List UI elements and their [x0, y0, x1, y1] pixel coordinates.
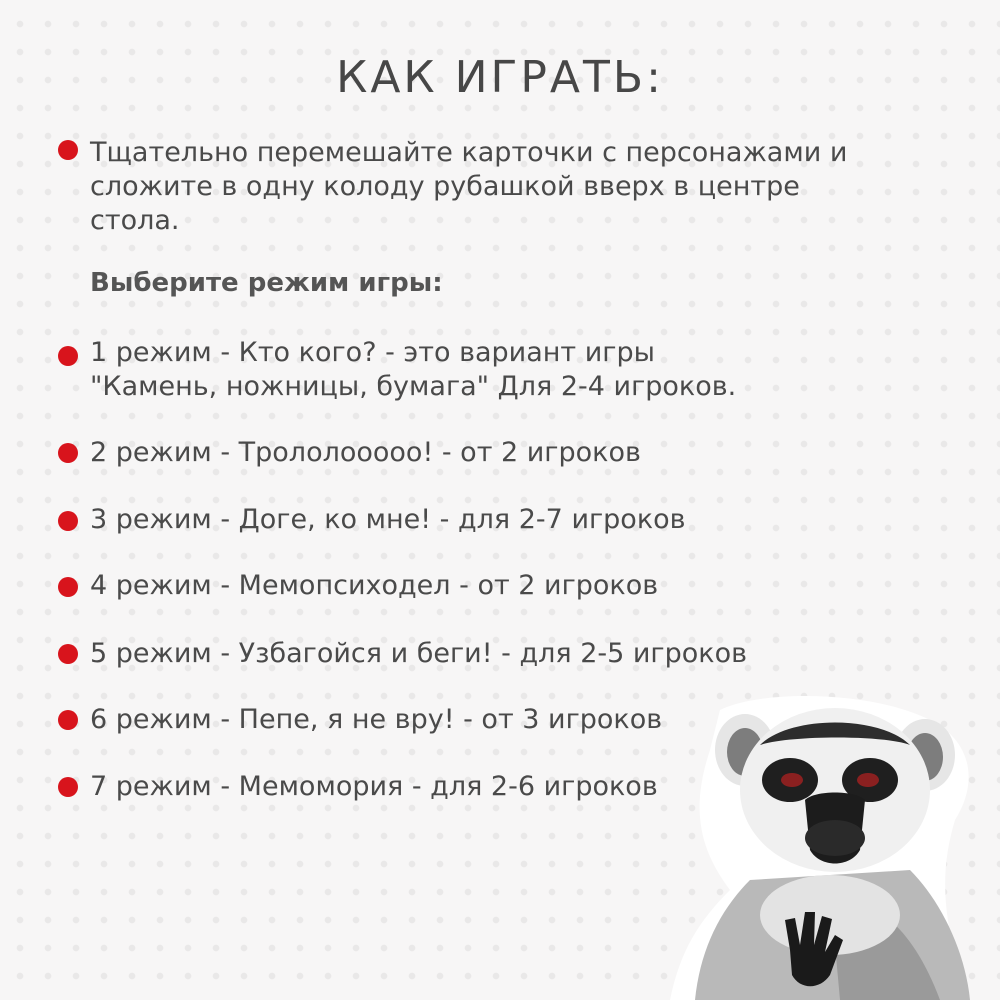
bullet-icon — [58, 346, 78, 366]
bullet-icon — [58, 511, 78, 531]
bullet-icon — [58, 777, 78, 797]
mode-item-5: 5 режим - Узбагойся и беги! - для 2-5 игроков — [90, 638, 748, 669]
bullet-icon — [58, 443, 78, 463]
bullet-icon — [58, 577, 78, 597]
mode-item-3: 3 режим - Доге, ко мне! - для 2-7 игроков — [90, 504, 686, 535]
mode-item-2: 2 режим - Трололооооо! - от 2 игроков — [90, 437, 641, 468]
bullet-icon — [58, 710, 78, 730]
lemur-photo — [640, 690, 1000, 1000]
bullet-icon — [58, 644, 78, 664]
bullet-icon — [58, 140, 78, 160]
intro-text: Тщательно перемешайте карточки с персонажами и сложите в одну колоду рубашкой вверх в центре стола. — [90, 137, 848, 236]
modes-heading: Выберите режим игры: — [90, 268, 443, 298]
mode-item-7: 7 режим - Мемомория - для 2-6 игроков — [90, 771, 658, 802]
mode-item-1-continued: "Камень, ножницы, бумага" Для 2-4 игроков. — [90, 371, 737, 402]
mode-item-4: 4 режим - Мемопсиходел - от 2 игроков — [90, 570, 659, 601]
mode-item-6: 6 режим - Пепе, я не вру! - от 3 игроков — [90, 704, 663, 735]
mode-item-1: 1 режим - Кто кого? - это вариант игры — [90, 337, 655, 368]
page-title: КАК ИГРАТЬ: — [336, 52, 664, 103]
